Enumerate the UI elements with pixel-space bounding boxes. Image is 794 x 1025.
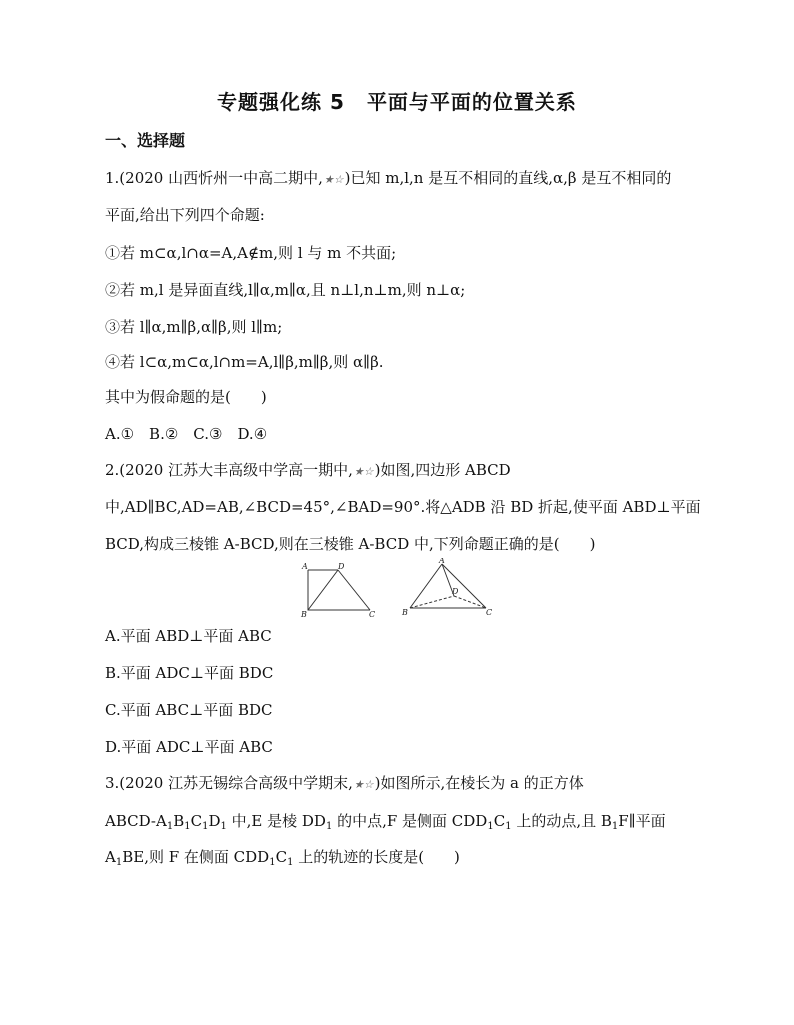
label-a: A	[302, 562, 308, 571]
q3-line3: $A_1BE$,则 F 在侧面 $CDD_1C_1$ 上的轨迹的长度是( )	[105, 848, 460, 868]
q3-line2: ABCD-$A_1B_1C_1D_1$ 中,E 是棱 $DD_1$ 的中点,F 是侧面 $CDD_1C_1$ 上的动点,且 $B_1F\parallel$平面	[105, 812, 666, 832]
q1-statement-2: ②若 m,l 是异面直线,l∥α,m∥α,且 n⊥l,n⊥m,则 n⊥α;	[105, 281, 466, 299]
figure-trapezoid	[298, 562, 382, 622]
label-d: D	[452, 587, 459, 596]
figure-tetrahedron	[400, 558, 496, 624]
q1-statement-4: ④若 l⊂α,m⊂α,l∩m=A,l∥β,m∥β,则 α∥β.	[105, 353, 384, 371]
edge-dc-hidden	[454, 596, 486, 608]
label-b: B	[402, 608, 408, 617]
edge-ac	[442, 564, 486, 608]
trapezoid-edges-abc	[308, 570, 370, 610]
label-b: B	[301, 610, 307, 618]
q2-option-b: B.平面 ADC⊥平面 BDC	[105, 664, 274, 682]
difficulty-star-icon: ★☆	[353, 465, 374, 478]
title-sub: 平面与平面的位置关系	[366, 90, 577, 114]
q3-line1: 3.(2020 江苏无锡综合高级中学期末,★☆)如图所示,在棱长为 a 的正方体	[105, 773, 584, 795]
label-a: A	[439, 558, 445, 565]
q2-line2: 中,AD∥BC,AD=AB,∠BCD=45°,∠BAD=90°.将△ADB 沿 BD 折起,使平面 ABD⊥平面	[105, 498, 701, 516]
label-c: C	[486, 608, 493, 617]
title-main: 专题强化练 5	[217, 90, 345, 114]
q1-line1: 1.(2020 山西忻州一中高二期中,★☆)已知 m,l,n 是互不相同的直线,α,β 是互不相同的	[105, 168, 671, 190]
q2-line3: BCD,构成三棱锥 A-BCD,则在三棱锥 A-BCD 中,下列命题正确的是( )	[105, 535, 596, 553]
q2-line1: 2.(2020 江苏大丰高级中学高一期中,★☆)如图,四边形 ABCD	[105, 460, 511, 482]
difficulty-star-icon: ★☆	[323, 173, 344, 186]
q2-option-a: A.平面 ABD⊥平面 ABC	[105, 627, 272, 645]
page-title	[0, 86, 794, 115]
q2-option-c: C.平面 ABC⊥平面 BDC	[105, 701, 273, 719]
section-heading: 一、选择题	[105, 131, 186, 150]
diagonal-bd	[308, 570, 338, 610]
difficulty-star-icon: ★☆	[353, 778, 374, 791]
q1-options: A.① B.② C.③ D.④	[105, 425, 268, 443]
q2-option-d: D.平面 ADC⊥平面 ABC	[105, 738, 273, 756]
label-d: D	[338, 562, 345, 571]
edge-dc	[338, 570, 370, 610]
q1-statement-1: ①若 m⊂α,l∩α=A,A∉m,则 l 与 m 不共面;	[105, 244, 397, 262]
label-c: C	[369, 610, 376, 618]
q1-line2: 平面,给出下列四个命题:	[105, 206, 265, 224]
edge-bd-hidden	[410, 596, 454, 608]
edge-ab	[410, 564, 442, 608]
q1-statement-3: ③若 l∥α,m∥β,α∥β,则 l∥m;	[105, 318, 283, 336]
q1-ask: 其中为假命题的是( )	[105, 388, 267, 406]
